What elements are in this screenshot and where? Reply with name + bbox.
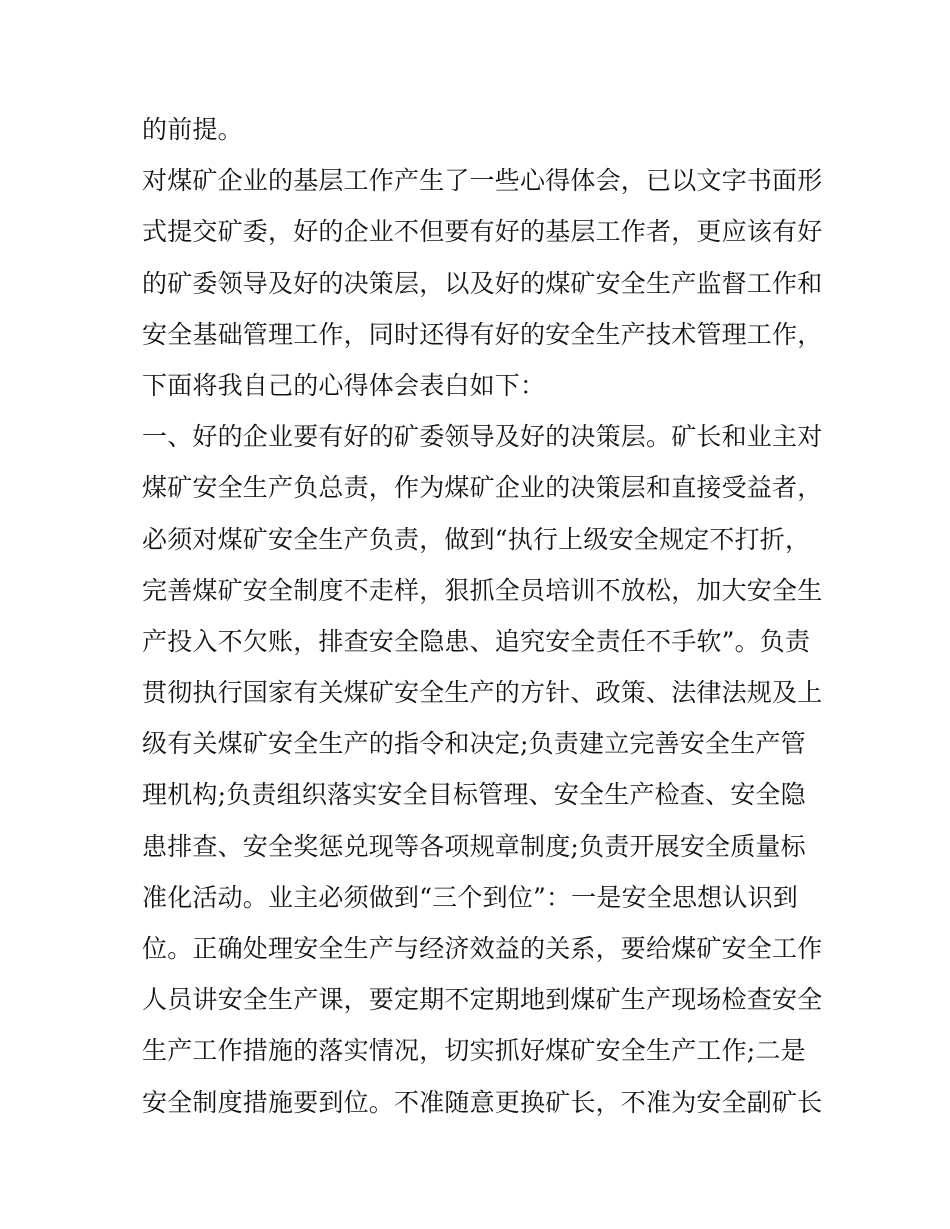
text-line: 煤矿安全生产负总责，作为煤矿企业的决策层和直接受益者， xyxy=(142,473,823,503)
body-text xyxy=(142,104,822,1128)
text-line: 式提交矿委，好的企业不但要有好的基层工作者，更应该有好 xyxy=(142,217,823,247)
text-line: 患排查、安全奖惩兑现等各项规章制度;负责开展安全质量标 xyxy=(142,831,806,861)
text-line: 理机构;负责组织落实安全目标管理、安全生产检查、安全隐 xyxy=(142,780,806,810)
text-line: 一、好的企业要有好的矿委领导及好的决策层。矿长和业主对 xyxy=(142,422,823,452)
text-line: 贯彻执行国家有关煤矿安全生产的方针、政策、法律法规及上 xyxy=(142,678,823,708)
text-line: 完善煤矿安全制度不走样，狠抓全员培训不放松，加大安全生 xyxy=(142,575,823,605)
text-line: 级有关煤矿安全生产的指令和决定;负责建立完善安全生产管 xyxy=(142,729,806,759)
text-line: 人员讲安全生产课，要定期不定期地到煤矿生产现场检查安全 xyxy=(142,985,823,1015)
text-line: 对煤矿企业的基层工作产生了一些心得体会，已以文字书面形 xyxy=(142,166,823,196)
text-line: 位。正确处理安全生产与经济效益的关系，要给煤矿安全工作 xyxy=(142,934,823,963)
text-line: 的矿委领导及好的决策层，以及好的煤矿安全生产监督工作和 xyxy=(142,268,823,298)
text-line: 产投入不欠账，排查安全隐患、追究安全责任不手软”。负责 xyxy=(142,626,811,656)
text-line: 的前提。 xyxy=(142,115,243,144)
text-line: 准化活动。业主必须做到“三个到位”：一是安全思想认识到 xyxy=(142,882,798,912)
text-line: 下面将我自己的心得体会表白如下： xyxy=(142,370,546,400)
text-line: 必须对煤矿安全生产负责，做到“执行上级安全规定不打折， xyxy=(142,524,811,554)
text-line: 安全制度措施要到位。不准随意更换矿长，不准为安全副矿长 xyxy=(142,1087,823,1117)
text-line: 安全基础管理工作，同时还得有好的安全生产技术管理工作， xyxy=(142,319,823,349)
text-line: 生产工作措施的落实情况，切实抓好煤矿安全生产工作;二是 xyxy=(142,1036,806,1066)
